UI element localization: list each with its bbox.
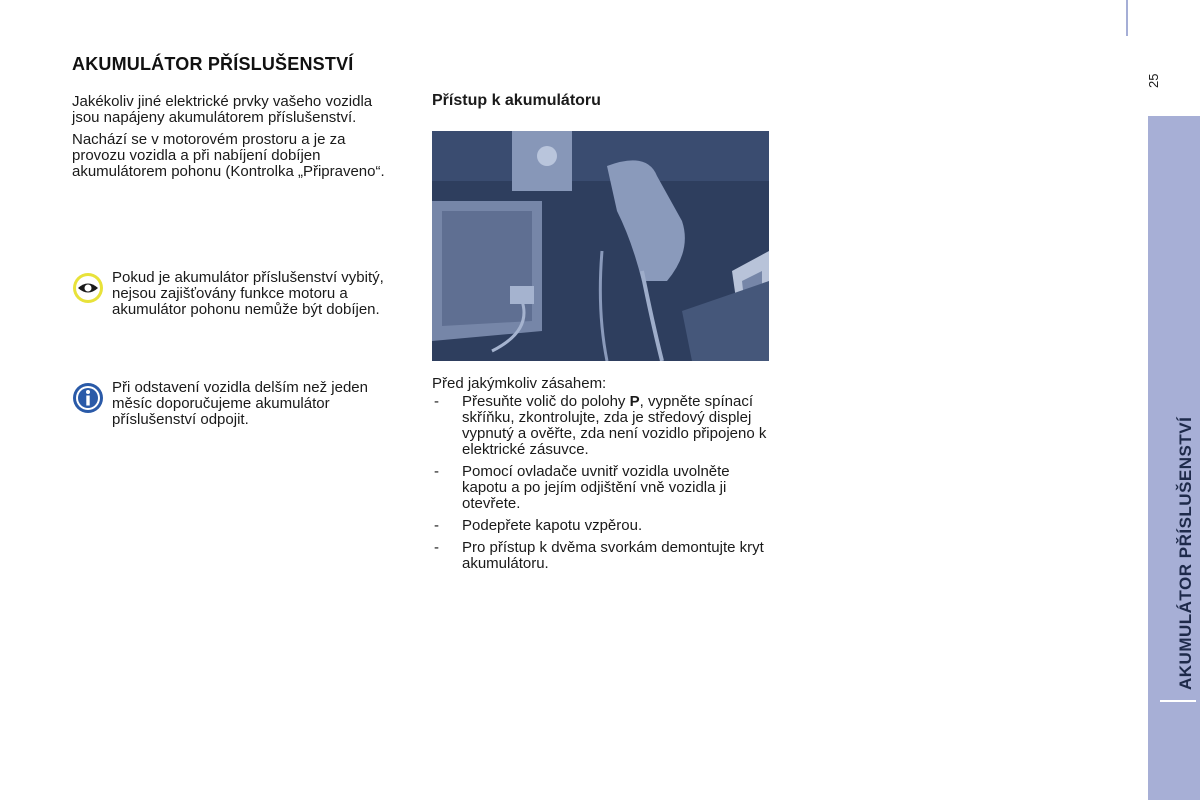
right-column: [432, 92, 772, 134]
list-dash: -: [434, 517, 439, 534]
page-number: 25: [1146, 73, 1161, 88]
section-subtitle: Přístup k akumulátoru: [432, 92, 601, 109]
intro-paragraph: Jakékoliv jiné elektrické prvky vašeho vozidla jsou napájeny akumulátorem příslušenství.: [72, 93, 373, 126]
list-dash: -: [434, 463, 439, 480]
left-column: [72, 94, 402, 186]
step-text: Pro přístup k dvěma svorkám demontujte kryt akumulátoru.: [462, 539, 764, 572]
instructions-intro: Před jakýmkoliv zásahem:: [432, 375, 607, 392]
info-icon: [72, 382, 104, 414]
list-item: [432, 394, 777, 458]
eye-icon: [72, 272, 104, 304]
step-text-rest: , vypněte spínací skříňku, zkontrolujte, zda je středový displej vypnutý a ověřte, zda není vozidlo připojeno k elektrické zásuvce.: [462, 393, 767, 458]
list-item: [432, 464, 777, 512]
side-tab-divider: [1160, 700, 1196, 702]
engine-compartment-photo: [432, 131, 769, 361]
step-text: Přesuňte volič do polohy: [462, 393, 630, 410]
list-dash: -: [434, 539, 439, 556]
step-bold: P: [629, 393, 640, 410]
info-note-text: Při odstavení vozidla delším než jeden měsíc doporučujeme akumulátor příslušenství odpojit.: [112, 379, 368, 428]
location-paragraph: Nachází se v motorovém prostoru a je za provozu vozidla a při nabíjení dobíjen akumulátorem pohonu (Kontrolka „Připraveno“.: [72, 131, 385, 180]
list-dash: -: [434, 393, 439, 410]
info-note: [72, 380, 402, 428]
page-title: AKUMULÁTOR PŘÍSLUŠENSTVÍ: [72, 54, 354, 74]
list-item: [432, 518, 777, 534]
step-text: Podepřete kapotu vzpěrou.: [462, 517, 643, 534]
warning-note-text: Pokud je akumulátor příslušenství vybitý, nejsou zajišťovány funkce motoru a akumulátor pohonu nemůže být dobíjen.: [112, 269, 384, 318]
step-text: Pomocí ovladače uvnitř vozidla uvolněte kapotu a po jejím odjištění vně vozidla ji otevřete.: [462, 463, 730, 512]
warning-note: [72, 270, 402, 318]
steps-list: [432, 394, 777, 572]
list-item: [432, 540, 777, 572]
side-tab-label: AKUMULÁTOR PŘÍSLUŠENSTVÍ: [1176, 416, 1195, 690]
top-rule: [1126, 0, 1128, 36]
access-instructions: [432, 376, 777, 578]
